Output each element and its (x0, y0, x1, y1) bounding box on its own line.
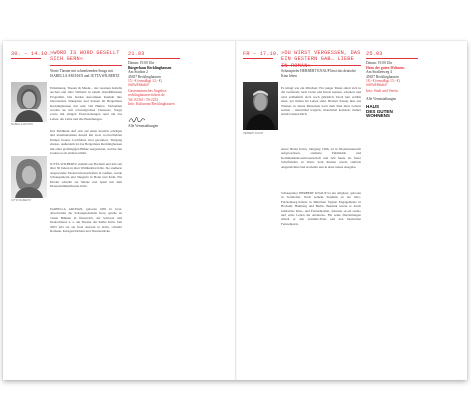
portrait-silhouette-icon (11, 156, 47, 198)
haus-des-guten-wohnens-logo (366, 105, 393, 119)
logo-line: WOHNENS (366, 113, 390, 119)
portrait3-caption: HERBERT KNAUP (243, 132, 264, 135)
info-line: Tel. 02361 / 50-2233 (128, 97, 159, 102)
left-headline: »WORD IS WORD GESELLT SICH GERN« (50, 50, 120, 63)
brochure-spread (3, 41, 467, 380)
info-line: Datum: 19.00 Uhr (128, 61, 155, 65)
left-all-events-link[interactable]: Alle Veranstaltungen (128, 124, 159, 128)
info-line: 45657 Recklinghausen (128, 74, 161, 79)
right-info-list (366, 61, 405, 93)
left-date-range: 30. – 14.10. (11, 51, 51, 57)
info-link[interactable]: recklinghausen-tickets.de (128, 93, 165, 98)
info-line: Gastronomisches Angebot: (128, 88, 167, 93)
portrait-silhouette-icon (243, 82, 278, 130)
right-subtitle: Schauspieler HERBERT KNAUP lässt das deutsche Kino leben (281, 69, 356, 78)
right-headline-rule (281, 65, 361, 66)
left-headline-rule (50, 65, 122, 66)
page-fold (235, 41, 237, 380)
info-line: 15,- € (ermäßigt 12,- €) (128, 79, 162, 84)
right-body-paragraph-2: Autor Heinz Kohn, Jahrgang 1966, ist in Niederösterreich aufgewachsen, studierte Publizistik und Kommunikationswissenschaft und lebt heute als freier Schriftsteller in Wien. Sein Roman wurde vielfach ausgezeichnet und erscheint nun in einer neuen Ausgabe. (281, 147, 361, 169)
left-col-header: 21.03 (128, 51, 145, 57)
right-body-paragraph-1: Es klingt wie ein Märchen: Ein junger Mann stürzt sich in die Großstadt, lernt Liebe und Kunst kennen, scheitert und wird schließlich doch noch glücklich. Doch hier erzählt einer, der mitten im Leben steht. Herbert Knaup liest aus Werken, in denen Menschen nach dem Sinn ihres Lebens suchen – manchmal tragisch, manchmal komisch, immer zutiefst menschlich. (281, 86, 361, 117)
info-line: Info: Kulturamt Recklinghausen (128, 102, 175, 107)
right-date-rule (243, 58, 273, 59)
left-col-header-rule (128, 58, 180, 59)
right-all-events-link[interactable]: Alle Veranstaltungen (366, 97, 397, 101)
info-line: Bürgerhaus Recklinghausen (128, 65, 172, 70)
info-line: 18,- € (ermäßigt 15,- €) (366, 79, 400, 84)
left-body-paragraph-1: Ermahnung, Theater & Musik – das vereinen Isabella Archan und Jutta Wilbertz in einem abendfüllenden Programm. Die beiden Autorinnen handeln ihre literarischen Sinnspiele und Szenen im Bergerhaus Recklinghausen mit sehr viel Humor. Verbunden werden sie mit schwungvollen Chansons, Songs sowie mit einigen Überraschungen rund um das Leben, die Liebe und alle Beziehungen. (50, 86, 122, 121)
info-line: Am Stadion 2 (128, 70, 148, 75)
info-line: Am Straßenweg 4 (366, 70, 392, 75)
left-body-paragraph-2: Das Publikum darf sich auf einen herrlich schrägen und unterhaltsamen Abend mit zwei wortverliebten Damen freuen: Lachfalten sind garantiert, Tiefgang ebenso. Außerdem ist das Bergerhaus Recklinghausen mit einer großzügigen Bühne ausgestattet, welche den Genuss noch einmal erhöht. (50, 129, 122, 156)
left-body-paragraph-3: JUTTA WILBERTZ stammt aus Bochum und lebt seit über 30 Jahren in ihrer Wahlheimat Köln. Sie studierte Angewandte Theaterwissenschaften in Gießen, wurde Schauspielerin und Sängerin in Bonn und Köln. Für Kinder schreibt sie Stücke und spielt mit dem Klassenzimmertheater Köln. (50, 162, 122, 189)
portrait-jutta-wilbertz (11, 156, 47, 198)
right-date-range: FR – 17.10. (243, 51, 280, 57)
portrait-silhouette-icon (11, 82, 47, 122)
left-info-list (128, 61, 175, 107)
info-line: Info: Stadt und Verein (366, 88, 398, 93)
left-date-rule (11, 58, 41, 59)
portrait-isabella-archan (11, 82, 47, 122)
left-subtitle: Worte Theater mit schmelzenden Songs mit ISABELLA ARCHAN und JUTTA WILBERTZ (50, 69, 120, 78)
info-line: Datum: 19.00 Uhr (366, 61, 393, 65)
logo-line: DES GUTEN (366, 108, 393, 114)
info-line: 45657 Recklinghausen (366, 74, 399, 79)
right-col-header: 25.03 (366, 51, 383, 57)
signature-image (128, 112, 146, 122)
logo-line: HAUS (366, 104, 380, 109)
portrait1-caption: ISABELLA ARCHAN (11, 123, 33, 126)
right-col-header-rule (366, 58, 418, 59)
right-body-paragraph-3: Schauspieler HERBERT KNAUP ist ein Allgäuer, geboren in Sonthofen. Nach seinem Studium an der Otto-Falckenberg-Schule in München folgten Engagements in Bochum, Hamburg und Berlin. Bekannt wurde er durch zahlreiche Kino- und Fernsehrollen, darunter »Lola rennt« und »Das Leben der Anderen«. Für seine Darstellungen erhielt er den Grimme-Preis und den Deutschen Fernsehpreis. (281, 191, 361, 226)
left-body-paragraph-4: ISABELLA ARCHAN, geboren 1965 in Graz, Absolventin der Schauspielschule Graz, spielte an vielen Bühnen in Österreich, der Schweiz und Deutschland, u. a. am Theater der Keller Köln. Seit 2003 lebt sie als freie Autorin in Köln, schreibt Romane, Kurzgeschichten und Theaterstücke. (50, 207, 122, 234)
info-line: Haus der guten Wohnens (366, 65, 405, 70)
portrait-herbert-knaup (243, 82, 278, 130)
right-headline: »DU WIRST VERGESSEN, DAS EIN GESTERN GAB… LIEBE IN ROMAN« (281, 50, 361, 69)
info-line: VORVERKAUF (366, 83, 388, 88)
portrait2-caption: JUTTA WILBERTZ (11, 199, 31, 202)
info-line: VORVERKAUF (128, 83, 150, 88)
